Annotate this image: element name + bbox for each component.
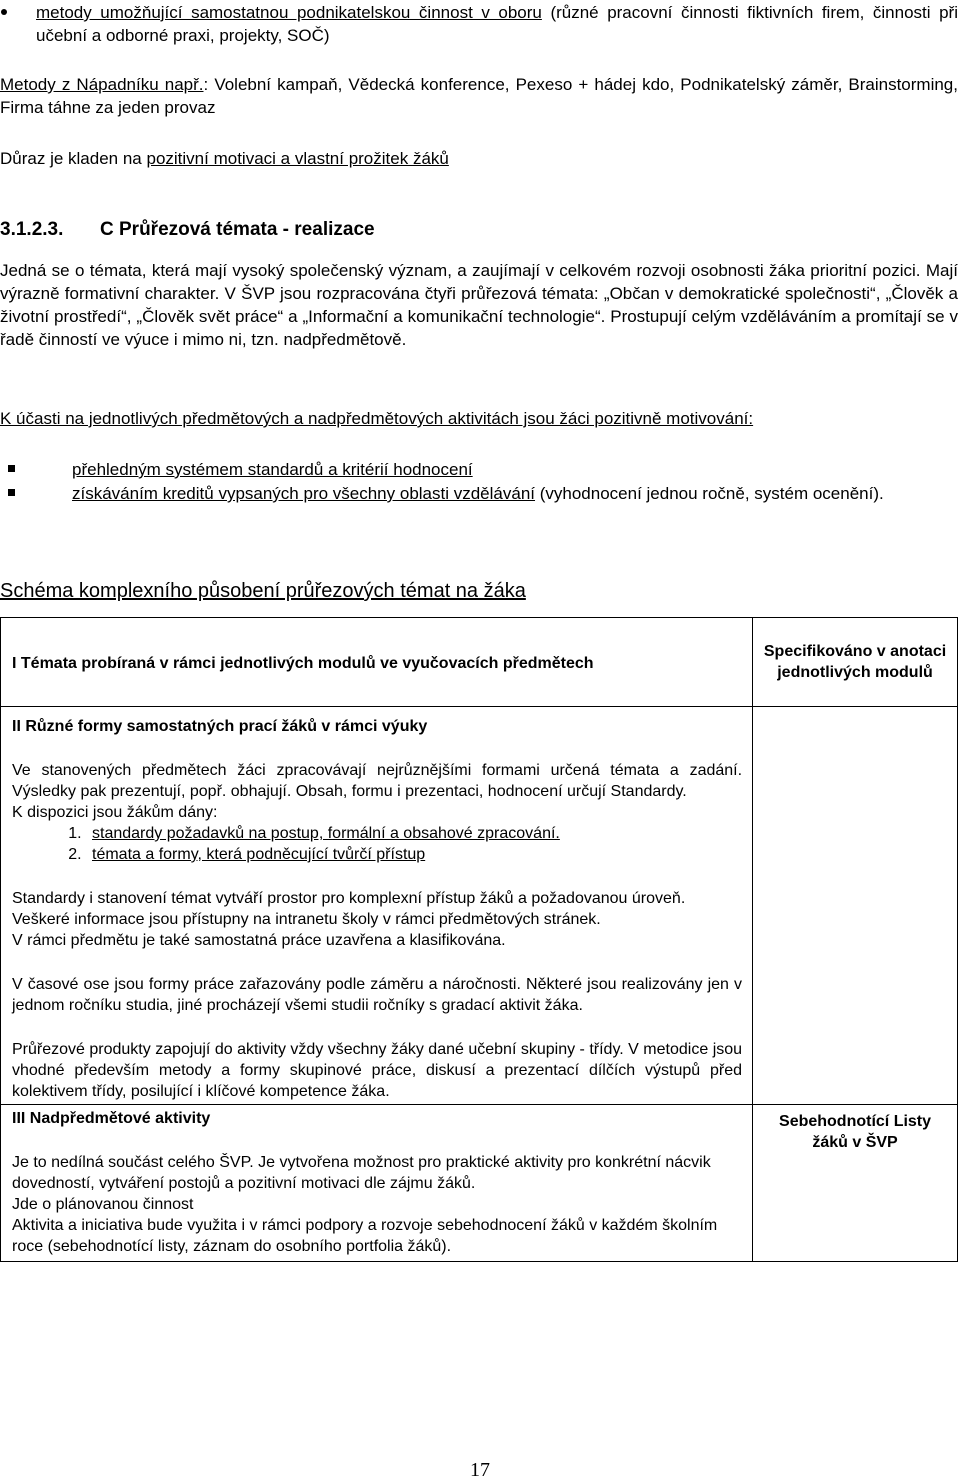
row-2-p4: Veškeré informace jsou přístupny na intranetu školy v rámci předmětových stránek. — [12, 911, 601, 928]
schema-row-2-side — [753, 707, 958, 1105]
schema-row-3-cell — [1, 1105, 753, 1262]
row-1-heading: I Témata probíraná v rámci jednotlivých modulů ve vyučovacích předmětech — [12, 655, 594, 672]
square-bullet-icon — [8, 465, 15, 472]
schema-row-2-cell — [1, 707, 753, 1105]
intro-bullet-lead: metody umožňující samostatnou podnikatelskou činnost v oboru — [36, 3, 542, 22]
square-bullet-icon — [8, 489, 15, 496]
row-3-p1: Je to nedílná součást celého ŠVP. Je vytvořena možnost pro praktické aktivity pro konkrétní nácvik dovedností, vytváření postojů a pozitivní motivaci dle zájmu žáků. — [12, 1154, 711, 1192]
motivation-heading: K účasti na jednotlivých předmětových a nadpředmětových aktivitách jsou žáci pozitivně motivování: — [0, 409, 754, 428]
row-2-step — [86, 823, 742, 844]
motivation-item-1 — [0, 458, 958, 481]
motivation-item-text — [72, 482, 958, 505]
topic-separator: a — [283, 307, 303, 326]
row-2-step-text: standardy požadavků na postup, formální a obsahové zpracování. — [92, 825, 560, 842]
row-3-side-text: Sebehodnotící Listy žáků v ŠVP — [779, 1113, 932, 1151]
page-number: 17 — [470, 1459, 490, 1481]
emphasis-paragraph — [0, 147, 958, 170]
intro-bullet — [0, 0, 958, 50]
emphasis-underlined: pozitivní motivaci a vlastní prožitek žáků — [146, 149, 449, 168]
intro-bullet-rest: (různé pracovní činnosti fiktivních firem, činnosti při učební a odborné praxi, projekty, SOČ) — [36, 3, 958, 45]
schema-row-1-cell — [1, 618, 753, 707]
section-paragraph-part2: . Prostupují celým vzděláváním a promítají se v řadě činností ve výuce i mimo ni, tzn. nadpředmětově. — [0, 307, 959, 349]
motivation-item-2 — [0, 482, 958, 528]
emphasis-prefix: Důraz je kladen na — [0, 149, 142, 168]
topic-3: „Člověk svět práce“ — [136, 307, 284, 326]
row-2-p5: V rámci předmětu je také samostatná práce uzavřena a klasifikována. — [12, 932, 506, 949]
row-2-p7: Průřezové produkty zapojují do aktivity vždy všechny žáky dané učební skupiny - třídy. V metodice jsou vhodné především metody a formy skupinové práce, diskusí a prezentací dílčích výstupů před kolektivem třídy, posilující i klíčové kompetence žáka. — [12, 1041, 743, 1100]
motivation-item-underlined: přehledným systémem standardů a kritérií hodnocení — [72, 460, 473, 479]
row-2-step — [86, 844, 742, 865]
section-number: 3.1.2.3. — [0, 219, 64, 240]
row-2-p3: Standardy i stanovení témat vytváří prostor pro komplexní přístup žáků a požadovanou úroveň. — [12, 890, 686, 907]
row-2-p2: K dispozici jsou žákům dány: — [12, 804, 218, 821]
section-title: C Průřezová témata - realizace — [100, 219, 375, 240]
row-2-heading: II Různé formy samostatných prací žáků v rámci výuky — [12, 718, 428, 735]
row-3-heading: III Nadpředmětové aktivity — [12, 1110, 211, 1127]
section-paragraph-part1: Jedná se o témata, která mají vysoký společenský význam, a zaujímají v celkovém rozvoji osobnosti žáka prioritní pozici. Mají výrazně formativní charakter. V ŠVP jsou rozpracována čtyři průřezová témata: — [0, 261, 958, 303]
topic-separator: , — [126, 307, 137, 326]
schema-row-1-side — [753, 618, 958, 707]
topic-2: „Člověk a životní prostředí“ — [0, 284, 958, 326]
row-2-steps — [12, 823, 742, 865]
section-heading — [0, 218, 375, 242]
methods-paragraph — [0, 73, 958, 119]
motivation-item-underlined: získáváním kreditů vypsaných pro všechny oblasti vzdělávání — [72, 484, 536, 503]
schema-row-3-side — [753, 1105, 958, 1262]
methods-label: Metody z Nápadníku např. — [0, 75, 204, 94]
topic-4: „Informační a komunikační technologie“ — [302, 307, 601, 326]
row-2-p6: V časové ose jsou formy práce zařazovány podle záměru a náročnosti. Některé jsou realizovány jen v jednom ročníku studia, jiné procházejí všemi studii ročníky s gradací aktivit žáka. — [12, 976, 743, 1014]
intro-bullet-text — [36, 1, 958, 47]
section-paragraph — [0, 259, 958, 351]
motivation-item-text — [72, 458, 958, 481]
row-2-p1: Ve stanovených předmětech žáci zpracovávají nejrůznějšími formami určená témata a zadání. Výsledky pak prezentují, popř. obhajují. Obsah, formu i prezentaci, hodnocení určují Standardy. — [12, 762, 743, 800]
motivation-item-rest: (vyhodnocení jednou ročně, systém ocenění). — [535, 484, 884, 503]
row-2-step-text: témata a formy, která podněcující tvůrčí přístup — [92, 846, 426, 863]
topic-separator: , — [875, 284, 886, 303]
topic-1: „Občan v demokratické společnosti“ — [603, 284, 876, 303]
row-3-p3: Aktivita a iniciativa bude využita i v rámci podpory a rozvoje sebehodnocení žáků v každém školním roce (sebehodnotící listy, záznam do osobního portfolia žáků). — [12, 1217, 718, 1255]
schema-title: Schéma komplexního působení průřezových témat na žáka — [0, 580, 526, 602]
row-1-side-text: Specifikováno v anotaci jednotlivých modulů — [763, 643, 947, 681]
row-3-p2: Jde o plánovanou činnost — [12, 1196, 194, 1213]
methods-list: : Volební kampaň, Vědecká konference, Pexeso + hádej kdo, Podnikatelský záměr, Brainstorming, Firma táhne za jeden provaz — [0, 75, 958, 117]
bullet-dot-icon — [1, 9, 7, 15]
schema-table — [0, 617, 958, 1262]
